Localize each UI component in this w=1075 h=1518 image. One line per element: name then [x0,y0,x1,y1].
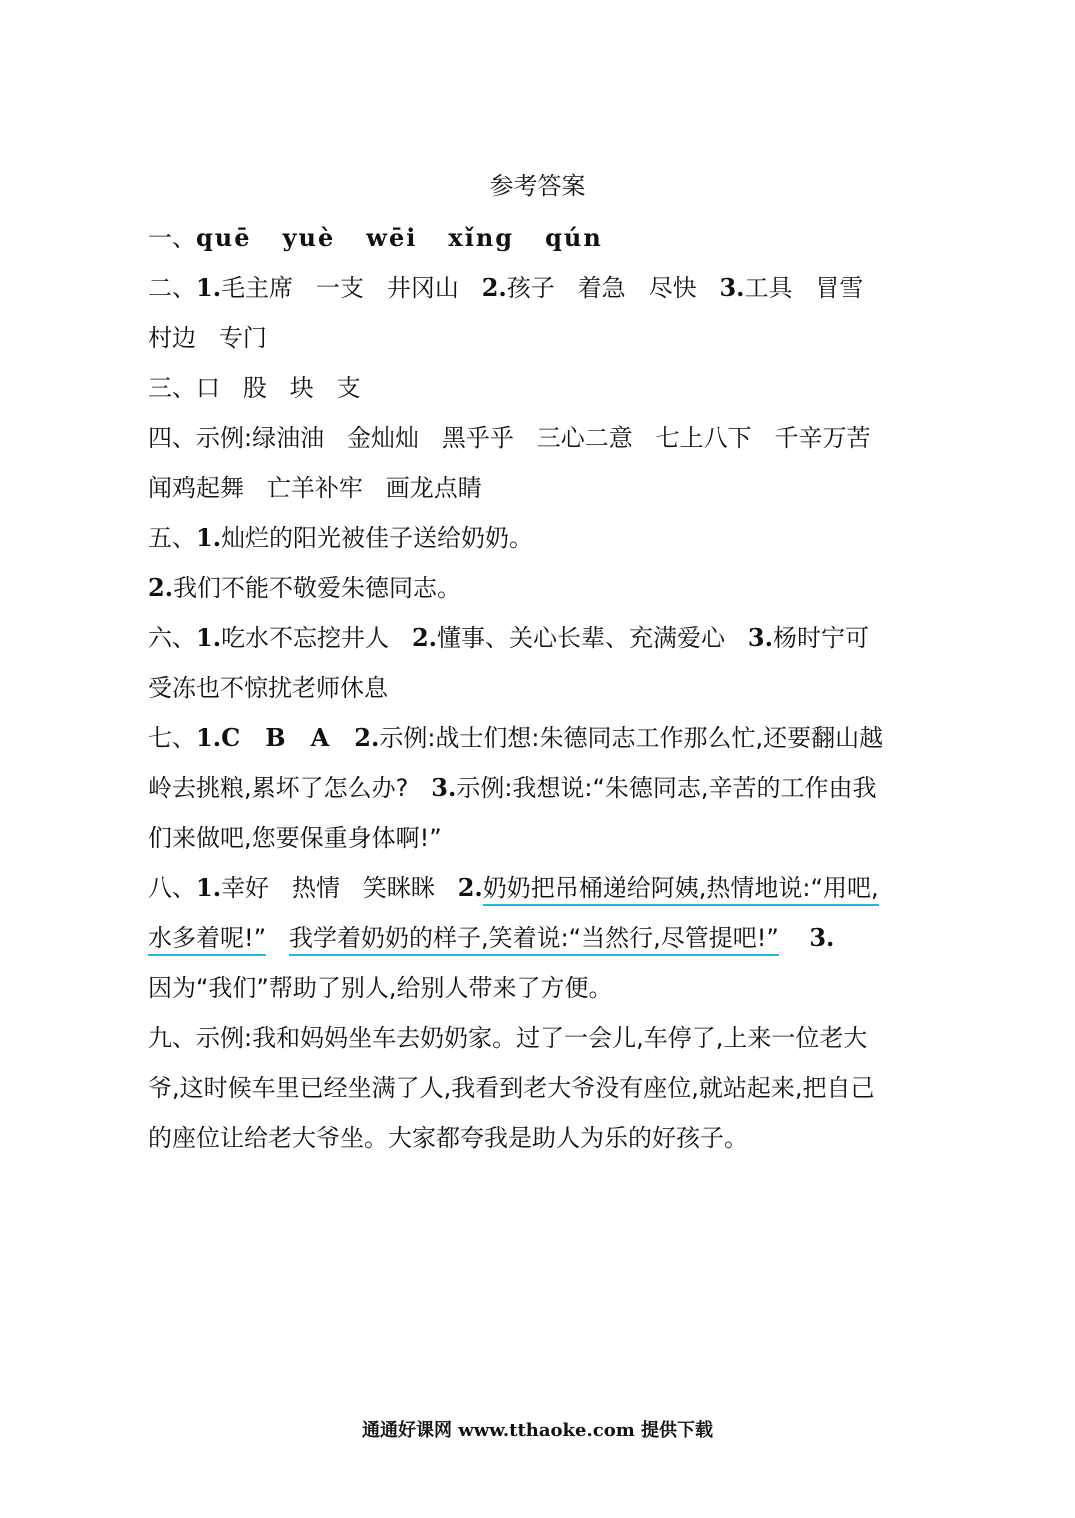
section-number: 九、 [148,1024,196,1052]
answer-2-cont: 村边 专门 [148,324,267,352]
section-number: 四、 [148,424,196,452]
section-number: 六、 [148,624,196,652]
answer-text: 幸好 热情 笑眯眯 [221,874,458,902]
section-number: 七、 [148,724,196,752]
answer-text: 毛主席 一支 井冈山 [221,274,482,302]
item-number: 3. [719,273,745,302]
item-number: 2. [411,623,438,652]
answer-2 [148,272,863,304]
underlined-answer: 水多着呢!” [148,924,266,956]
item-number: 2. [481,273,507,302]
item-number: 2. [354,723,380,752]
answer-8-cont-2: 因为“我们”帮助了别人,给别人带来了方便。 [148,974,613,1002]
item-number: 1. [196,873,222,902]
answer-6-cont: 受冻也不惊扰老师休息 [148,674,388,702]
item-number: 1. [196,523,222,552]
answer-9-cont-2: 的座位让给老大爷坐。大家都夸我是助人为乐的好孩子。 [148,1124,748,1152]
item-number: 3. [747,623,773,652]
answer-text: 杨时宁可 [772,624,869,652]
answer-4-cont: 闻鸡起舞 亡羊补牢 画龙点睛 [148,474,482,502]
answer-text: 口 股 块 支 [196,374,361,402]
footer-credit: 通通好课网 www.tthaoke.com 提供下载 [361,1420,714,1441]
answer-9 [148,1022,867,1054]
answer-text: 灿烂的阳光被佳子送给奶奶。 [221,524,534,552]
page-title: 参考答案 [489,172,586,200]
underlined-answer: 奶奶把吊桶递给阿姨,热情地说:“用吧, [483,874,879,906]
item-number: 2. [457,873,483,902]
section-number: 一、 [148,224,196,252]
answer-text: 懂事、关心长辈、充满爱心 [437,624,748,652]
answer-7-cont-2: 们来做吧,您要保重身体啊!” [148,824,442,852]
answer-8 [148,872,879,904]
underlined-answer: 我学着奶奶的样子,笑着说:“当然行,尽管提吧!” [289,924,779,956]
answer-text: 示例:我和妈妈坐车去奶奶家。过了一会儿,车停了,上来一位老大 [196,1024,868,1052]
section-number: 三、 [148,374,196,402]
answer-5 [148,522,533,554]
answer-text: 吃水不忘挖井人 [221,624,412,652]
answer-6 [148,622,869,654]
answer-4 [148,422,871,454]
answer-7-cont [148,772,877,804]
section-number: 八、 [148,874,196,902]
answer-text: 孩子 着急 尽快 [506,274,720,302]
answer-5-item-2 [148,572,461,604]
answer-text: 我们不能不敬爱朱德同志。 [173,574,462,602]
item-number: 1. [196,273,222,302]
item-number: 1. [196,623,222,652]
answer-text: 工具 冒雪 [744,274,864,302]
answer-text: 示例:战士们想:朱德同志工作那么忙,还要翻山越 [379,724,884,752]
answer-text: 示例:绿油油 金灿灿 黑乎乎 三心二意 七上八下 千辛万苦 [196,424,871,452]
pinyin-answers: quē yuè wēi xǐng qún [196,223,603,252]
answer-1 [148,222,603,254]
answer-text: 岭去挑粮,累坏了怎么办? [148,774,432,802]
item-number: 2. [148,573,174,602]
answer-text: 示例:我想说:“朱德同志,辛苦的工作由我 [456,774,877,802]
answer-7 [148,722,883,754]
answer-3 [148,372,361,404]
item-number: 1. [196,723,222,752]
item-number: 3. [431,773,457,802]
section-number: 二、 [148,274,196,302]
item-number: 3. [809,923,835,952]
answer-text: C B A [221,723,355,752]
section-number: 五、 [148,524,196,552]
answer-8-cont [148,922,834,954]
answer-9-cont: 爷,这时候车里已经坐满了人,我看到老大爷没有座位,就站起来,把自己 [148,1074,875,1102]
